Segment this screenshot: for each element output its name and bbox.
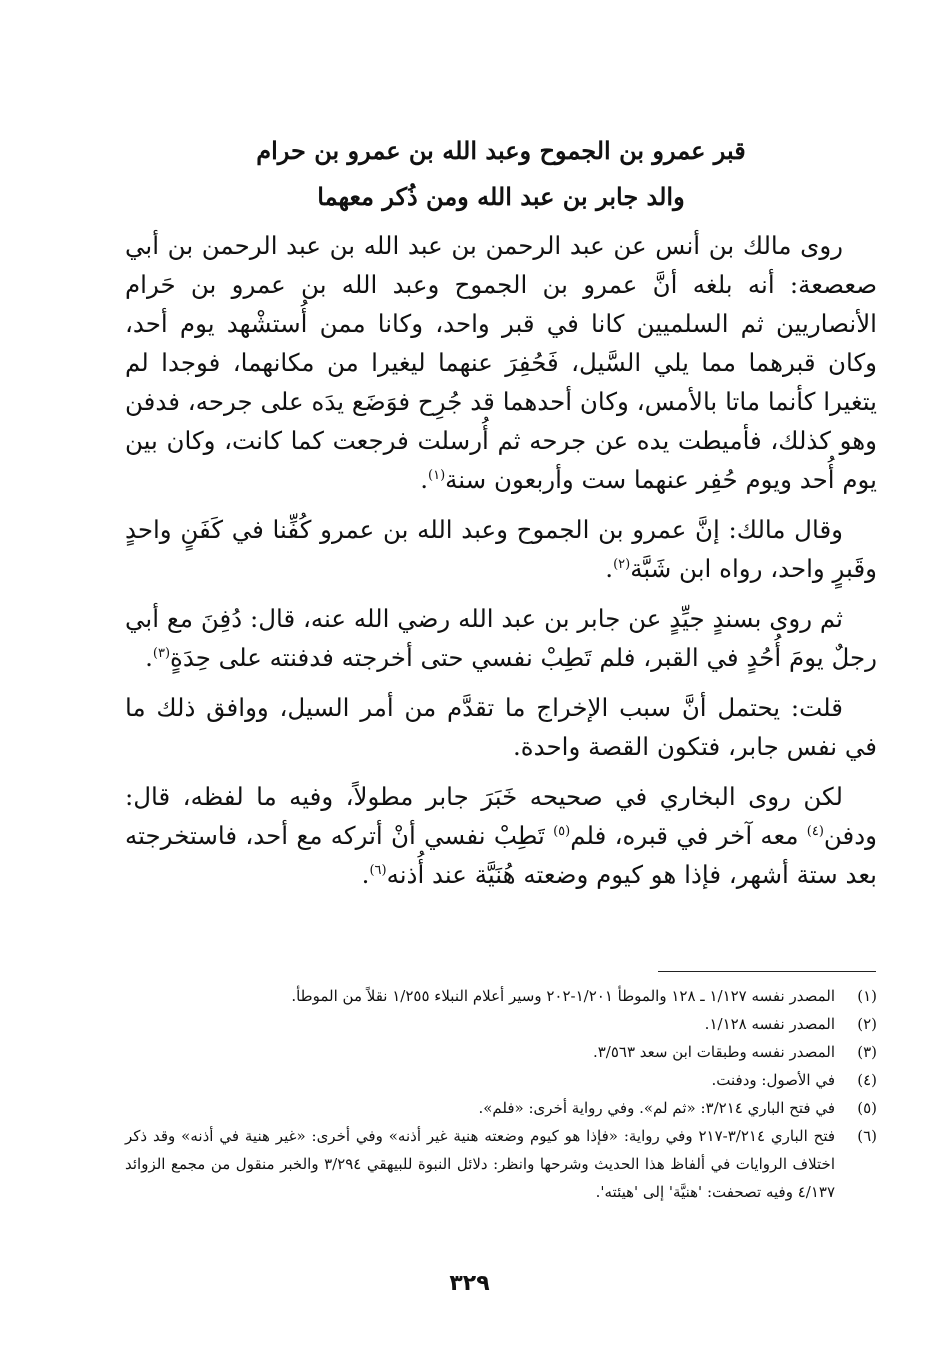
paragraph-end: . bbox=[361, 860, 370, 889]
footnote-ref: (٢) bbox=[613, 556, 631, 572]
paragraph-text: معه آخر في قبره، فلم bbox=[570, 821, 807, 850]
paragraph bbox=[125, 777, 877, 894]
page-title-line-2: والد جابر بن عبد الله ومن ذُكر معهما bbox=[317, 182, 685, 211]
paragraph-text: لكن روى البخاري في صحيحه خَبَرَ جابر مطولاً، وفيه ما لفظه، قال: ودفن bbox=[125, 782, 877, 850]
paragraph-end: . bbox=[145, 643, 153, 672]
paragraph-text: قلت: يحتمل أنَّ سبب الإخراج ما تقدَّم من أمر السيل، ووافق ذلك ما في نفس جابر، فتكون القصة واحدة. bbox=[125, 693, 877, 761]
footnote-text: في الأصول: ودفنت. bbox=[711, 1071, 835, 1089]
page-number: ٣٢٩ bbox=[449, 1271, 490, 1296]
paragraph-text: روى مالك بن أنس عن عبد الرحمن بن عبد الله بن عبد الرحمن بن أبي صعصعة: أنه بلغه أنَّ عمرو بن الجموح وعبد الله بن عمرو بن حَرام الأنصاريين ثم السلميين كانا في قبر واحد، وكانا ممن أُستشْهد يوم أحد، وكان قبرهما مما يلي السَّيل، فَحُفِرَ عنهما ليغيرا من مكانهما، فوجدا لم يتغيرا كأنما ماتا بالأمس، وكان أحدهما قد جُرِح فوَضَع يدَه على جرحه، فدفن وهو كذلك، فأميطت يده عن جرحه ثم أُرسلت فرجعت كما كانت، وكان بين يوم أُحد ويوم حُفِر عنهما ست وأربعون سنة bbox=[125, 231, 877, 494]
footnote bbox=[125, 1066, 877, 1094]
footnotes bbox=[125, 982, 877, 1206]
page-body bbox=[125, 128, 877, 905]
paragraph-text: وقال مالك: إنَّ عمرو بن الجموح وعبد الله بن عمرو كُفِّنا في كَفَنٍ واحدٍ وقَبرٍ واحد، رواه ابن شَبَّة bbox=[125, 515, 877, 583]
footnote-text: المصدر نفسه ١/١٢٧ ـ ١٢٨ والموطأ ١/٢٠١-٢٠٢ وسير أعلام النبلاء ١/٢٥٥ نقلاً من الموطأ. bbox=[291, 987, 835, 1005]
footnote bbox=[125, 1038, 877, 1066]
footnote-ref: (٤) bbox=[806, 823, 824, 839]
footnote-text: في فتح الباري ٣/٢١٤: «ثم لم». وفي رواية أخرى: «فلم». bbox=[478, 1099, 835, 1117]
footnote-ref: (٥) bbox=[553, 823, 571, 839]
footnote-number: (٣) bbox=[857, 1043, 877, 1061]
paragraph bbox=[125, 688, 877, 766]
footnote-number: (٥) bbox=[857, 1099, 877, 1117]
footnote-ref: (٣) bbox=[152, 645, 171, 661]
paragraph-end: . bbox=[420, 465, 429, 494]
paragraph-end: . bbox=[605, 554, 614, 583]
footnote-number: (١) bbox=[857, 987, 877, 1005]
page-title-line-1: قبر عمرو بن الجموح وعبد الله بن عمرو بن حرام bbox=[256, 136, 746, 165]
footnote-text: المصدر نفسه وطبقات ابن سعد ٣/٥٦٣. bbox=[592, 1043, 835, 1061]
footnote-ref: (١) bbox=[428, 467, 446, 483]
footnote-ref: (٦) bbox=[369, 862, 387, 878]
paragraph bbox=[125, 510, 877, 588]
footnote-text: المصدر نفسه ١/١٢٨. bbox=[704, 1015, 835, 1033]
paragraph bbox=[125, 226, 877, 499]
paragraph bbox=[125, 599, 877, 677]
footnote-number: (٤) bbox=[857, 1071, 877, 1089]
footnote bbox=[125, 1010, 877, 1038]
footnote-number: (٦) bbox=[857, 1127, 877, 1145]
paragraph-text: ثم روى بسندٍ جيِّدٍ عن جابر بن عبد الله رضي الله عنه، قال: دُفِنَ مع أبي رجلٌ يومَ أُحُدٍ في القبر، فلم تَطِبْ نفسي حتى أخرجته فدفنته على حِدَةٍ bbox=[125, 604, 877, 672]
paragraph-text: تَطِبْ نفسي أنْ أتركه مع أحد، فاستخرجته بعد ستة أشهر، فإذا هو كيوم وضعته هُنَيَّة عند أُذنه bbox=[125, 821, 877, 889]
footnote-divider bbox=[658, 971, 876, 972]
footnote bbox=[125, 1094, 877, 1122]
footnote bbox=[125, 982, 877, 1010]
footnote-text: فتح الباري ٣/٢١٤-٢١٧ وفي رواية: «فإذا هو كيوم وضعته هنية غير أذنه» وفي أخرى: «غير هنية في أذنه» وقد ذكر اختلاف الروايات في ألفاظ هذا الحديث وشرحها وانظر: دلائل النبوة للبيهقي ٣/٢٩٤ والخبر منقول من مجمع الزوائد ٤/١٣٧ وفيه تصحفت: 'هنيَّة' إلى 'هيئته'. bbox=[125, 1127, 836, 1201]
footnote bbox=[125, 1122, 877, 1206]
footnote-number: (٢) bbox=[857, 1015, 877, 1033]
